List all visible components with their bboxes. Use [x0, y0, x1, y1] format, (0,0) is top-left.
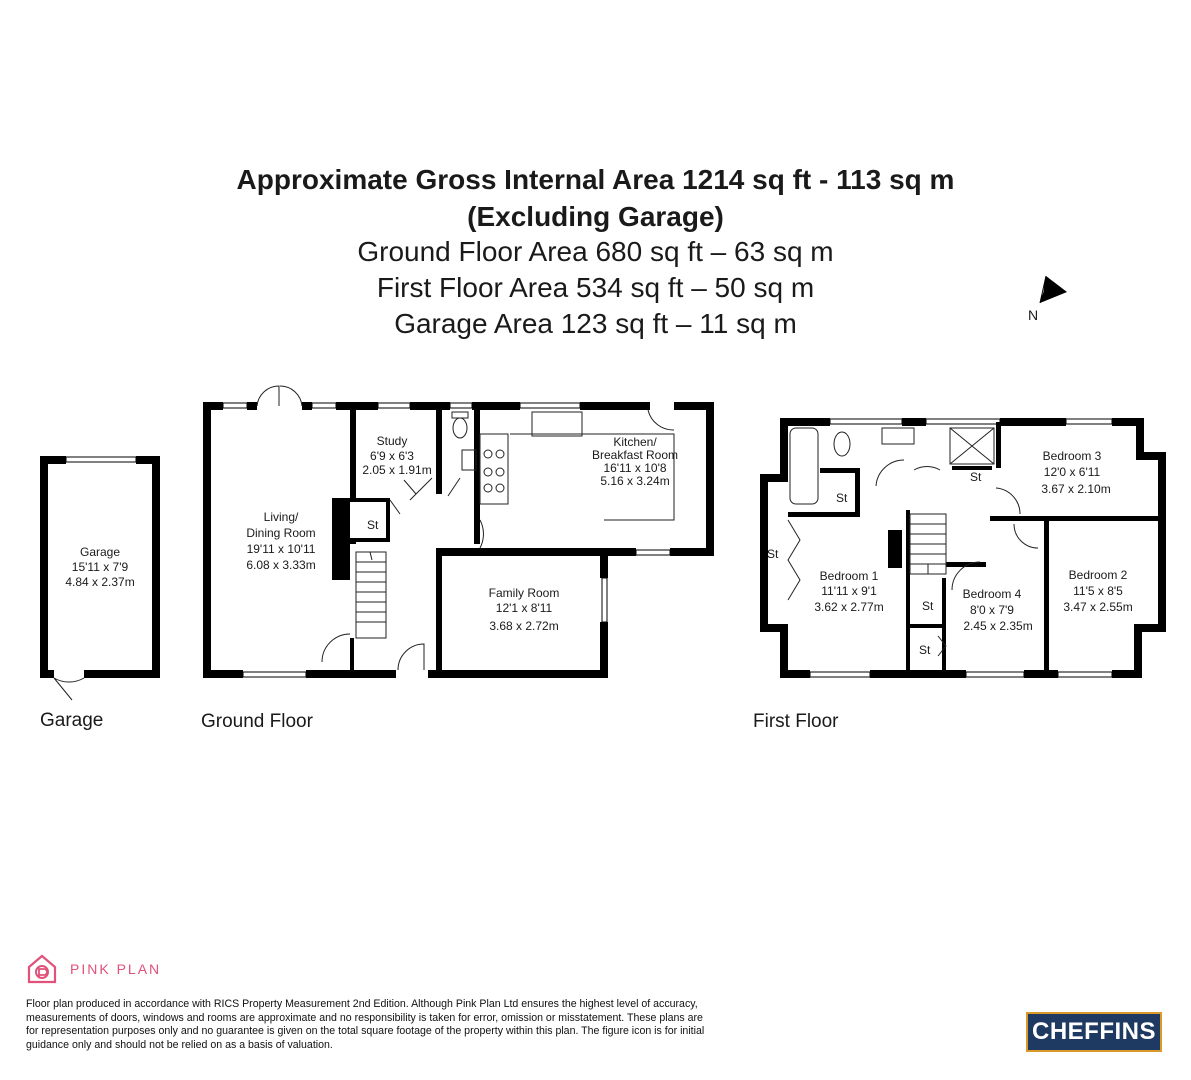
garage-room-imperial: 15'11 x 7'9: [71, 560, 129, 574]
family-room-name: Family Room: [488, 586, 560, 600]
garage-floor-label: Garage: [40, 710, 104, 731]
landing-storage-label: St: [836, 491, 848, 505]
compass-icon: [1028, 276, 1067, 323]
living-room-name: Living/: [263, 510, 299, 524]
bedroom2-metric: 3.47 x 2.55m: [1063, 600, 1133, 614]
kitchen-room-imperial: 16'11 x 10'8: [603, 461, 667, 475]
ground-storage-label: St: [367, 518, 379, 532]
bedroom1-imperial: 11'11 x 9'1: [821, 584, 877, 598]
compass-north-label: N: [1028, 307, 1039, 323]
kitchen-room-metric: 5.16 x 3.24m: [600, 474, 670, 488]
ground-floor-label: Ground Floor: [201, 711, 313, 732]
kitchen-room-name-2: Breakfast Room: [591, 448, 679, 462]
first-floor-plan: [760, 418, 1166, 678]
bedroom4-imperial: 8'0 x 7'9: [970, 603, 1014, 617]
cheffins-logo: CHEFFINS: [1026, 1012, 1162, 1052]
bedroom1-metric: 3.62 x 2.77m: [814, 600, 884, 614]
garage-room-name: Garage: [79, 545, 121, 559]
disclaimer-text: Floor plan produced in accordance with RICS Property Measurement 2nd Edition. Although Pink Plan Ltd ensures the highest level of accuracy, measurements of doors, windows and rooms are approximate and no responsibility is taken for error, omission or misstatement. These plans are for representation purposes only and no guarantee is given on the total square footage of the property within this plan. The figure icon is for initial guidance only and should not be relied on as a basis of valuation.: [26, 998, 705, 1051]
ground-floor-area: Ground Floor Area 680 sq ft – 63 sq m: [357, 236, 834, 267]
study-room-name: Study: [376, 434, 408, 448]
bedroom3-metric: 3.67 x 2.10m: [1041, 482, 1111, 496]
living-room-imperial: 19'11 x 10'11: [246, 542, 316, 556]
living-room-name-2: Dining Room: [246, 526, 316, 540]
kitchen-room-name: Kitchen/: [613, 435, 657, 449]
study-room-metric: 2.05 x 1.91m: [362, 463, 432, 477]
bedroom4-name: Bedroom 4: [962, 587, 1022, 601]
excluding-garage-note: (Excluding Garage): [467, 201, 724, 232]
bedroom2-imperial: 11'5 x 8'5: [1073, 584, 1123, 598]
pink-plan-logo-icon: [26, 953, 58, 985]
gross-area-title: Approximate Gross Internal Area 1214 sq ft - 113 sq m: [236, 164, 955, 195]
bedroom1-name: Bedroom 1: [819, 569, 879, 583]
garage-room-metric: 4.84 x 2.37m: [65, 575, 135, 589]
family-room-imperial: 12'1 x 8'11: [495, 601, 553, 615]
bathroom-storage-label: St: [970, 470, 982, 484]
landing-storage-label-2: St: [922, 599, 934, 613]
living-room-metric: 6.08 x 3.33m: [246, 558, 316, 572]
garage-area: Garage Area 123 sq ft – 11 sq m: [394, 308, 797, 339]
bedroom3-imperial: 12'0 x 6'11: [1043, 465, 1101, 479]
bedroom3-name: Bedroom 3: [1042, 449, 1102, 463]
bedroom4-storage-label: St: [919, 643, 931, 657]
pink-plan-brand: PINK PLAN: [70, 961, 162, 977]
study-room-imperial: 6'9 x 6'3: [370, 449, 414, 463]
first-floor-area: First Floor Area 534 sq ft – 50 sq m: [376, 272, 815, 303]
family-room-metric: 3.68 x 2.72m: [489, 619, 559, 633]
bedroom4-metric: 2.45 x 2.35m: [963, 619, 1033, 633]
first-floor-label: First Floor: [753, 711, 839, 732]
bedroom1-wardrobe-label: St: [767, 547, 779, 561]
bedroom2-name: Bedroom 2: [1068, 568, 1128, 582]
